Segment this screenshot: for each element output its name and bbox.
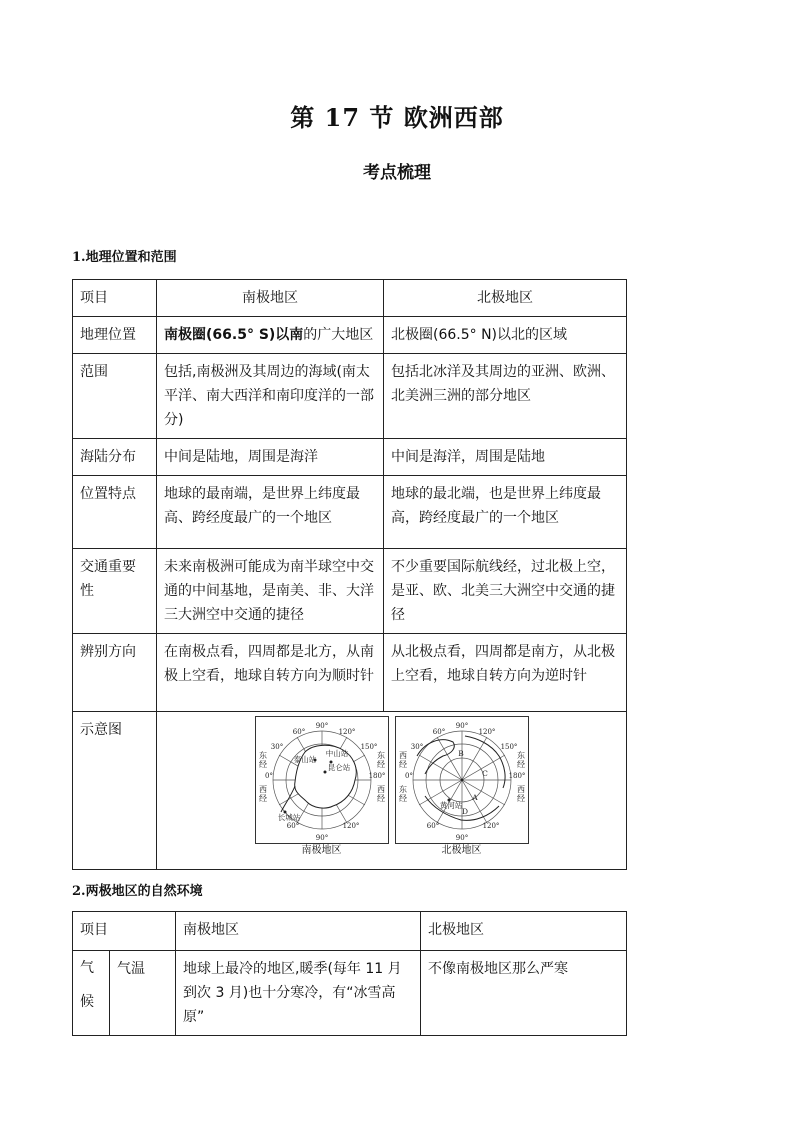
station-label: 长城站: [277, 813, 300, 822]
environment-table: [72, 911, 627, 1036]
row-item: 示意图: [73, 712, 157, 870]
row-south: 地球的最南端，是世界上纬度最高、跨经度最广的一个地区: [157, 476, 384, 549]
row-item: 海陆分布: [73, 439, 157, 476]
row-sub-item: 气温: [110, 951, 176, 1036]
row-south: 中间是陆地，周围是海洋: [157, 439, 384, 476]
degree-label: 60°: [292, 728, 305, 736]
table-row: [73, 439, 627, 476]
side-label: 经: [258, 794, 267, 803]
row-item: 辨别方向: [73, 634, 157, 712]
diagram-row: [73, 712, 627, 870]
climate-group: [73, 951, 110, 1036]
table-row: [73, 476, 627, 549]
row-south: 未来南极洲可能成为南半球空中交通的中间基地，是南美、非、大洋三大洲空中交通的捷径: [157, 549, 384, 634]
side-label: 经: [376, 760, 385, 769]
side-label: 东: [516, 751, 525, 760]
side-label: 东: [376, 751, 385, 760]
side-label: 西: [258, 785, 267, 794]
station-label: B: [457, 749, 464, 758]
diagram-cell: [157, 712, 627, 870]
side-label: 东: [258, 751, 267, 760]
table-header-row: [73, 912, 627, 951]
row-item: 位置特点: [73, 476, 157, 549]
climate-char: 候: [80, 994, 94, 1010]
degree-label: 90°: [455, 834, 468, 842]
climate-char: 气: [80, 960, 94, 976]
degree-label: 150°: [500, 743, 517, 751]
side-label: 东: [398, 785, 407, 794]
page-title: 第 17 节 欧洲西部: [290, 103, 504, 132]
table-row: [73, 549, 627, 634]
degree-label: 120°: [482, 822, 499, 830]
station-label: C: [481, 769, 488, 778]
row-north: 中间是海洋，周围是陆地: [384, 439, 627, 476]
header-north: 北极地区: [384, 280, 627, 317]
north-pole-map: [395, 716, 529, 858]
row-north: 包括北冰洋及其周边的亚洲、欧洲、北美洲三洲的部分地区: [384, 354, 627, 439]
side-label: 西: [376, 785, 385, 794]
south-pole-map: [255, 716, 389, 858]
bold-text: 南极圈(66.5° S)以南: [164, 327, 304, 343]
row-north: 从北极点看，四周都是南方，从北极上空看，地球自转方向为逆时针: [384, 634, 627, 712]
south-map-caption: 南极地区: [301, 845, 342, 856]
degree-label: 0°: [404, 772, 413, 780]
side-label: 经: [516, 794, 525, 803]
table-header-row: [73, 280, 627, 317]
station-label: 泰山站: [293, 755, 316, 764]
degree-label: 120°: [342, 822, 359, 830]
side-label: 西: [516, 785, 525, 794]
row-south: [157, 317, 384, 354]
degree-label: 120°: [478, 728, 495, 736]
header-item: 项目: [73, 912, 176, 951]
station-label: 中山站: [325, 749, 348, 758]
row-south-text: 的广大地区: [303, 327, 374, 343]
row-north: 不少重要国际航线经，过北极上空，是亚、欧、北美三大洲空中交通的捷径: [384, 549, 627, 634]
row-north: 不像南极地区那么严寒: [421, 951, 627, 1036]
side-label: 经: [516, 760, 525, 769]
north-map-caption: 北极地区: [441, 845, 482, 856]
degree-label: 90°: [455, 722, 468, 730]
degree-label: 30°: [270, 743, 283, 751]
row-item: 交通重要性: [73, 549, 157, 634]
table-row: [73, 317, 627, 354]
side-label: 经: [258, 760, 267, 769]
row-north: 地球的最北端，也是世界上纬度最高，跨经度最广的一个地区: [384, 476, 627, 549]
north-pole-map-image: [395, 716, 529, 844]
row-south: 包括,南极洲及其周边的海域(南太平洋、南大西洋和南印度洋的一部分): [157, 354, 384, 439]
header-item: 项目: [73, 280, 157, 317]
degree-label: 180°: [368, 772, 385, 780]
degree-label: 30°: [410, 743, 423, 751]
side-label: 西: [398, 751, 407, 760]
degree-label: 60°: [286, 822, 299, 830]
degree-label: 120°: [338, 728, 355, 736]
station-label: A: [471, 793, 478, 802]
degree-label: 90°: [315, 722, 328, 730]
degree-label: 60°: [432, 728, 445, 736]
station-label: D: [461, 807, 468, 816]
section-1-heading: 1.地理位置和范围: [72, 250, 177, 265]
side-label: 经: [376, 794, 385, 803]
row-item: 地理位置: [73, 317, 157, 354]
row-south: 地球上最冷的地区,暖季(每年 11 月到次 3 月)也十分寒冷，有“冰雪高原”: [176, 951, 421, 1036]
table-row: [73, 951, 627, 1036]
side-label: 经: [398, 760, 407, 769]
degree-label: 180°: [508, 772, 525, 780]
header-north: 北极地区: [421, 912, 627, 951]
table-row: [73, 634, 627, 712]
section-2-heading: 2.两极地区的自然环境: [72, 884, 203, 899]
row-item: 范围: [73, 354, 157, 439]
degree-label: 150°: [360, 743, 377, 751]
side-label: 经: [398, 794, 407, 803]
degree-label: 90°: [315, 834, 328, 842]
south-pole-map-image: [255, 716, 389, 844]
table-row: [73, 354, 627, 439]
station-label: 黄河站: [439, 801, 462, 810]
station-label: 昆仑站: [327, 763, 350, 772]
row-north: 北极圈(66.5° N)以北的区域: [384, 317, 627, 354]
header-south: 南极地区: [176, 912, 421, 951]
location-table: [72, 279, 627, 870]
row-south: 在南极点看，四周都是北方，从南极上空看，地球自转方向为顺时针: [157, 634, 384, 712]
page-subtitle: 考点梳理: [363, 163, 431, 183]
degree-label: 0°: [264, 772, 273, 780]
degree-label: 60°: [426, 822, 439, 830]
header-south: 南极地区: [157, 280, 384, 317]
